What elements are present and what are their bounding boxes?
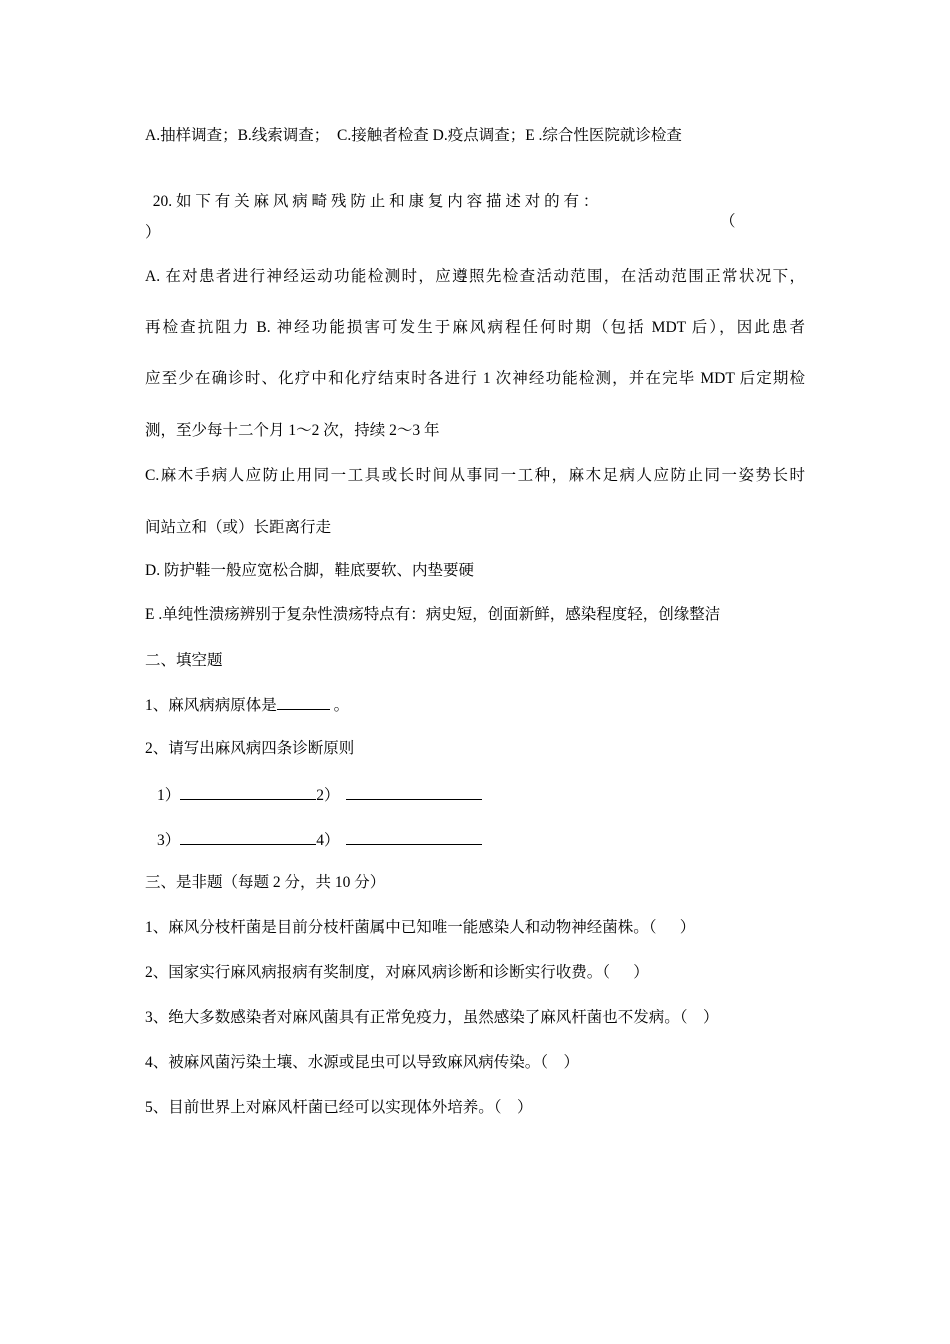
section2-title: 二、填空题	[145, 652, 223, 669]
q20-option-a-line1: A. 在对患者进行神经运动功能检测时，应遵照先检查活动范围，在活动范围正常状况下，	[145, 268, 805, 285]
fill-q2: 2、请写出麻风病四条诊断原则	[145, 740, 355, 757]
section3-title: 三、是非题（每题 2 分，共 10 分）	[145, 874, 386, 891]
q20-option-b-line3: 测，至少每十二个月 1～2 次，持续 2～3 年	[145, 422, 440, 439]
tf-q4: 4、被麻风菌污染土壤、水源或昆虫可以导致麻风病传染。（ ）	[145, 1054, 580, 1071]
fill-q1-suffix: 。	[329, 697, 350, 714]
q20-stem: 20. 如 下 有 关 麻 风 病 畸 残 防 止 和 康 复 内 容 描 述 对 的 有 ：	[152, 193, 599, 210]
blank2-line[interactable]	[346, 784, 482, 800]
tf-q2: 2、国家实行麻风病报病有奖制度，对麻风病诊断和诊断实行收费。（ ）	[145, 964, 649, 981]
blank4-line[interactable]	[346, 829, 482, 845]
q20-option-e: E .单纯性溃疡辨别于复杂性溃疡特点有：病史短，创面新鲜，感染程度轻，创缘整洁	[145, 606, 721, 623]
blank2-label: 2）	[316, 787, 340, 804]
fill-q2-row2	[157, 829, 482, 851]
blank1-line[interactable]	[180, 784, 316, 800]
tf-q3: 3、绝大多数感染者对麻风菌具有正常免疫力，虽然感染了麻风杆菌也不发病。（ ）	[145, 1009, 719, 1026]
tf-q1: 1、麻风分枝杆菌是目前分枝杆菌属中已知唯一能感染人和动物神经菌株。（ ）	[145, 919, 696, 936]
fill-q1	[145, 694, 349, 716]
tf-q5: 5、目前世界上对麻风杆菌已经可以实现体外培养。（ ）	[145, 1099, 533, 1116]
fill-q1-blank[interactable]	[277, 694, 330, 710]
fill-q1-prefix: 1、麻风病病原体是	[145, 697, 277, 714]
q19-options: A.抽样调查；B.线索调查； C.接触者检查 D.疫点调查；E .综合性医院就诊检查	[145, 127, 682, 144]
q20-option-b-line2: 应至少在确诊时、化疗中和化疗结束时各进行 1 次神经功能检测，并在完毕 MDT 后定期检	[145, 370, 805, 387]
q20-option-c-line1: C.麻木手病人应防止用同一工具或长时间从事同一工种，麻木足病人应防止同一姿势长时	[145, 467, 805, 484]
q20-option-a-line2: 再检查抗阻力 B. 神经功能损害可发生于麻风病程任何时期（包括 MDT 后），因此患者	[145, 319, 805, 336]
blank3-label: 3）	[157, 832, 181, 849]
fill-q2-row1	[157, 784, 482, 806]
q20-open-paren: （	[720, 213, 736, 230]
q20-close-paren: ）	[145, 224, 161, 241]
q20-option-d: D. 防护鞋一般应宽松合脚，鞋底要软、内垫要硬	[145, 562, 474, 579]
blank4-label: 4）	[316, 832, 340, 849]
blank1-label: 1）	[157, 787, 181, 804]
q20-stem-line	[145, 172, 736, 232]
q20-option-c-line2: 间站立和（或）长距离行走	[145, 519, 332, 536]
blank3-line[interactable]	[180, 829, 316, 845]
